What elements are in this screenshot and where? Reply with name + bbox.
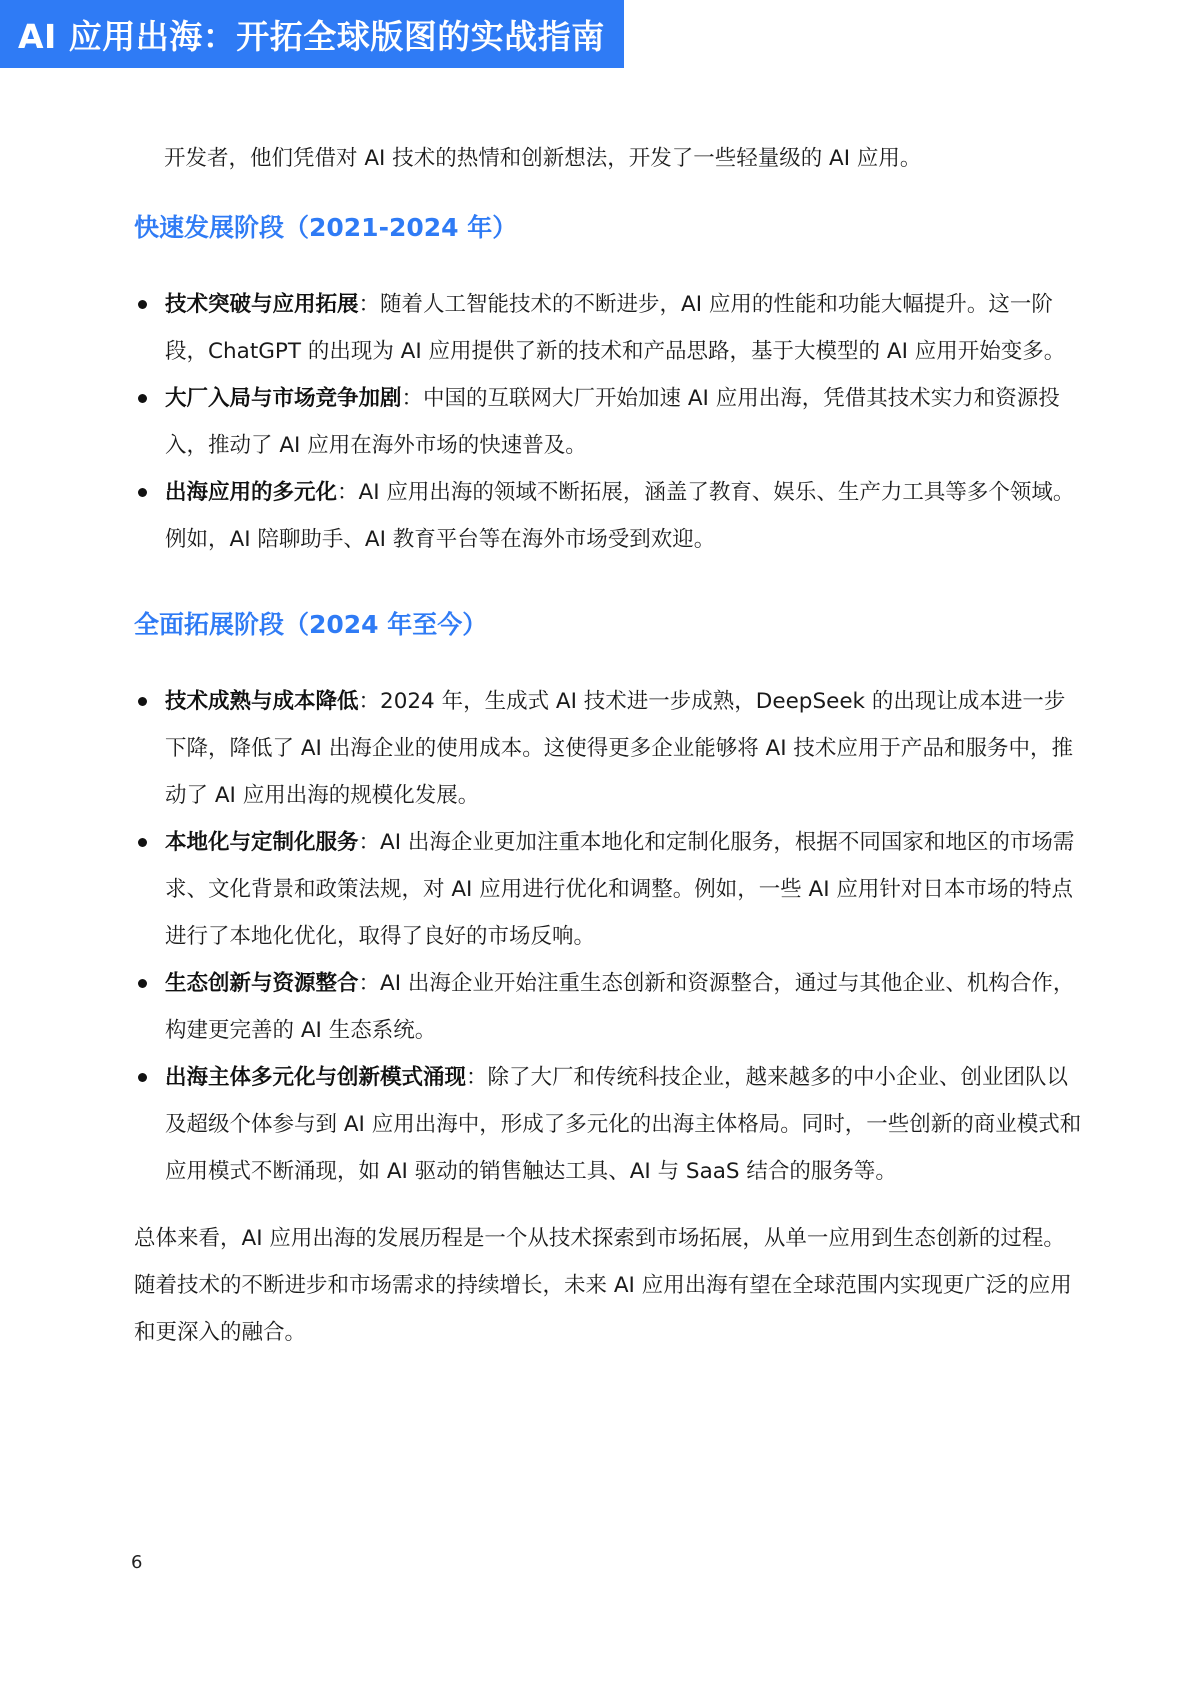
bullet-text: ：AI 出海企业更加注重本地化和定制化服务，根据不同国家和地区的市场需求、文化背景和政策法规，对 AI 应用进行优化和调整。例如，一些 AI 应用针对日本市场的特点进行了本地化优化，取得了良好的市场反响。 [165,830,1075,949]
bullet-item [134,281,1084,375]
bullet-dot-icon [138,697,147,706]
document-header-title: AI 应用出海：开拓全球版图的实战指南 [18,16,605,56]
bullet-text: ：随着人工智能技术的不断进步，AI 应用的性能和功能大幅提升。这一阶段，ChatGPT 的出现为 AI 应用提供了新的技术和产品思路，基于大模型的 AI 应用开始变多。 [165,292,1066,364]
bullet-term: 技术突破与应用拓展 [165,292,359,317]
bullet-dot-icon [138,838,147,847]
bullet-text: ：除了大厂和传统科技企业，越来越多的中小企业、创业团队以及超级个体参与到 AI 应用出海中，形成了多元化的出海主体格局。同时，一些创新的商业模式和应用模式不断涌现，如 AI 驱动的销售触达工具、AI 与 SaaS 结合的服务等。 [165,1065,1082,1184]
bullet-item [134,375,1084,469]
bullet-text: ：2024 年，生成式 AI 技术进一步成熟，DeepSeek 的出现让成本进一步下降，降低了 AI 出海企业的使用成本。这使得更多企业能够将 AI 技术应用于产品和服务中，推动了 AI 应用出海的规模化发展。 [165,689,1073,808]
bullet-dot-icon [138,394,147,403]
bullet-text: ：AI 出海企业开始注重生态创新和资源整合，通过与其他企业、机构合作，构建更完善的 AI 生态系统。 [165,971,1075,1043]
bullet-dot-icon [138,979,147,988]
bullet-dot-icon [138,488,147,497]
bullet-term: 本地化与定制化服务 [165,830,359,855]
bullet-dot-icon [138,1073,147,1082]
bullet-term: 生态创新与资源整合 [165,971,359,996]
bullet-item [134,469,1084,563]
bullet-term: 出海主体多元化与创新模式涌现 [165,1065,467,1090]
full-expansion-bullet-list [134,678,1084,1195]
intro-continuation-paragraph: 开发者，他们凭借对 AI 技术的热情和创新想法，开发了一些轻量级的 AI 应用。 [164,146,922,171]
bullet-term: 大厂入局与市场竞争加剧 [165,386,402,411]
document-header-banner [0,0,624,68]
bullet-dot-icon [138,300,147,309]
page-content [134,135,1084,1356]
rapid-development-bullet-list [134,281,1084,563]
bullet-term: 技术成熟与成本降低 [165,689,359,714]
bullet-item [134,1054,1084,1195]
conclusion-paragraph: 总体来看，AI 应用出海的发展历程是一个从技术探索到市场拓展，从单一应用到生态创新的过程。随着技术的不断进步和市场需求的持续增长，未来 AI 应用出海有望在全球范围内实现更广泛的应用和更深入的融合。 [134,1226,1072,1345]
page-number: 6 [131,1552,143,1573]
bullet-text: ：AI 应用出海的领域不断拓展，涵盖了教育、娱乐、生产力工具等多个领域。例如，AI 陪聊助手、AI 教育平台等在海外市场受到欢迎。 [165,480,1075,552]
bullet-term: 出海应用的多元化 [165,480,338,505]
bullet-item [134,960,1084,1054]
bullet-item [134,819,1084,960]
bullet-item [134,678,1084,819]
bullet-text: ：中国的互联网大厂开始加速 AI 应用出海，凭借其技术实力和资源投入，推动了 AI 应用在海外市场的快速普及。 [165,386,1060,458]
section-title-rapid-development: 快速发展阶段（2021-2024 年） [134,213,518,242]
section-title-full-expansion: 全面拓展阶段（2024 年至今） [134,610,488,639]
